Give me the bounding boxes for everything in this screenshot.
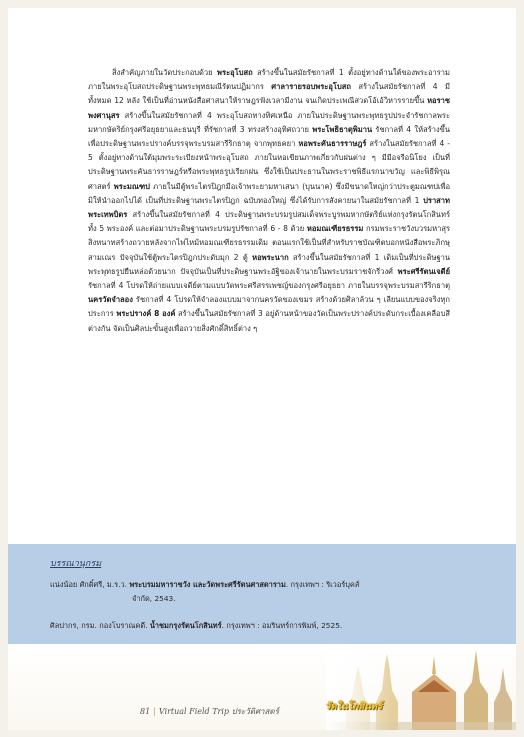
entry-title: น้ำชมกรุงรัตนโกสินทร์ <box>149 621 222 630</box>
highlighted-term: ศาลารายรอบพระอุโบสถ <box>271 82 351 92</box>
highlighted-term: พระมณฑป <box>113 181 150 191</box>
entry-author: ศิลปากร, กรม. กองโบราณคดี. <box>50 621 150 630</box>
entry-continuation: จำกัด, 2543. <box>132 593 176 603</box>
text-run: สร้างขึ้นในสมัยรัชกาลที่ 3 อยู่ด้านหน้าของวัดเป็นพระปรางค์ประดับกระเบื้องเคลือบสีต่างกัน จัดเป็นศิลปะขั้นสูงเพื่อถวายสิ่งศักดิ์สิทธิ์ต่าง ๆ <box>88 309 450 333</box>
temple-illustration <box>326 644 516 730</box>
page-footer <box>8 644 516 730</box>
page-number: 81 <box>140 707 151 716</box>
highlighted-term: หอพระคันธารราษฎร์ <box>298 139 367 149</box>
highlighted-term: พระศรีรัตนเจดีย์ <box>397 266 450 276</box>
highlighted-term: หอราชพงศานุสร <box>88 96 450 120</box>
text-run: รัชกาลที่ 4 โปรดให้ถ่ายแบบเจดีย์ตามแบบวัดพระศรีสรรเพชญ์ของกรุงศรีอยุธยา ภายในบรรจุพระบรมสารีริกธาตุ <box>88 281 450 291</box>
highlighted-term: พระโพธิธาตุพิมาน <box>312 124 373 134</box>
text-run: สร้างในสมัยรัชกาลที่ 4 มีทั้งหมด 12 หลัง ใช้เป็นที่อ่านหนังสือศาสนาให้ราษฎรฟังเวลามีงาน จนเกิดประเพณีสวดโอ้เอ้วิหารรายขึ้น <box>88 82 450 106</box>
body-paragraph <box>88 66 450 336</box>
text-run: สร้างขึ้นในสมัยรัชกาลที่ 4 พระอุโบสถทางทิศเหนือ ภายในประดิษฐานพระพุทธรูปประจำรัชกาลพระมหากษัตริย์กรุงศรีอยุธยาและธนบุรี ที่รัชกาลที่ 3 ทรงสร้างอุทิศถวาย <box>88 110 450 134</box>
text-run: ภายในมีตู้พระไตรปิฎกมีอเจ้าพระยามหาเสนา (บุนนาค) ซึ่งมีขนาดใหญ่กว่าประตูมณฑปเพื่อมิให้นำออกไปได้ เป็นที่ประดิษฐานพระไตรปิฎก ฉบับทองใหญ่ ซึ่งได้รับการสังคายนาในสมัยรัชกาลที่ 1 <box>88 181 450 205</box>
footer-line <box>140 705 279 718</box>
entry-author: แน่งน้อย ศักดิ์ศรี, ม.ร.ว. <box>50 580 130 589</box>
highlighted-term: นครวัดจำลอง <box>88 295 133 305</box>
text-run: กรมพระราชวังบวรมหาสุรสิงหนาทสร้างถวายหลังจากไฟไหม้หอมณเฑียรธรรมเดิม ตอนแรกใช้เป็นที่สำหรับราชบัณฑิตบอกหนังสือพระภิกษุ สามเณร ปัจจุบันใช้ตู้พระไตรปิฎกประดับมุก 2 ตู้ <box>88 224 451 262</box>
bibliography-entry <box>50 578 490 605</box>
text-run: สร้างในสมัยรัชกาลที่ 4 - 5 ตั้งอยู่ทางด้านใต้มุมพระระเบียงหน้าพระอุโบสถ ภายในหอเขียนภาพเกี่ยวกับฝนต่าง ๆ มีมีอจรีอนิโยง เป็นที่ประดิษฐานพระคันธารราษฎร์หรือพระพุทธรูปเรียกฝน ซึ่งใช้เป็นประธานในพระราชพิธีแรกนาขวัญ และพิธีพิรุณศาสตร์ <box>88 139 450 191</box>
highlighted-term: ปราสาทพระเทพบิดร <box>88 195 450 220</box>
document-page <box>8 8 516 730</box>
series-logo: วัดในโกสินทร์ <box>325 701 383 712</box>
text-run: สิ่งสำคัญภายในวัดประกอบด้วย <box>112 68 218 77</box>
bibliography-entry <box>50 619 490 633</box>
entry-title: พระบรมมหาราชวัง และวัดพระศรีรัตนศาสดาราม <box>129 580 286 589</box>
series-title: Virtual Field Trip ประวัติศาสตร์ <box>158 707 279 716</box>
body-text <box>88 66 450 336</box>
text-run: สร้างขึ้นในสมัยรัชกาลที่ 1 เดิมเป็นที่ประดิษฐานพระพุทธรูปยืนหล่อด้วยนาก ปัจจุบันเป็นที่ประดิษฐานพระอัฐิของเจ้านายในพระบรมราชจักรีวงศ์ <box>88 252 451 276</box>
text-run: สร้างขึ้นในสมัยรัชกาลที่ 1 ตั้งอยู่ทางด้านใต้ของพระอาราม ภายในพระอุโบสถประดิษฐานพระพุทธมณีรัตนปฏิมากร <box>88 68 450 92</box>
text-run: รัชกาลที่ 4 ให้สร้างขึ้นเพื่อประดิษฐานพระปรางค์บรรจุพระบรมสารีริกธาตุ จากพุทธคยา <box>88 124 450 149</box>
highlighted-term: พระปรางค์ 8 องค์ <box>116 309 176 319</box>
highlighted-term: หอมณเฑียรธรรม <box>306 224 364 234</box>
highlighted-term: พระอุโบสถ <box>217 68 253 77</box>
entry-publication: . กรุงเทพฯ : อมรินทร์การพิมพ์, 2525. <box>221 621 343 630</box>
text-run: สร้างขึ้นในสมัยรัชกาลที่ 4 ประดิษฐานพระบรมรูปสมเด็จพระบูรพมหากษัตริย์แห่งกรุงรัตนโกสินทร์ทั้ง 5 พระองค์ และต่อมาประดิษฐานพระบรมรูปรัชกาลที่ 6 - 8 ด้วย <box>88 210 450 234</box>
footer-separator: | <box>153 707 156 716</box>
bibliography-section <box>8 544 516 644</box>
entry-publication: . กรุงเทพฯ : ริเวอร์บุคส์ <box>285 580 360 589</box>
highlighted-term: หอพระนาก <box>252 252 289 262</box>
bibliography-heading: บรรณานุกรม <box>50 559 102 569</box>
text-run: รัชกาลที่ 4 โปรดให้จำลองแบบมาจากนครวัดของเขมร สร้างด้วยศิลาล้วน ๆ เลียนแบบของจริงทุกประการ <box>88 295 450 319</box>
